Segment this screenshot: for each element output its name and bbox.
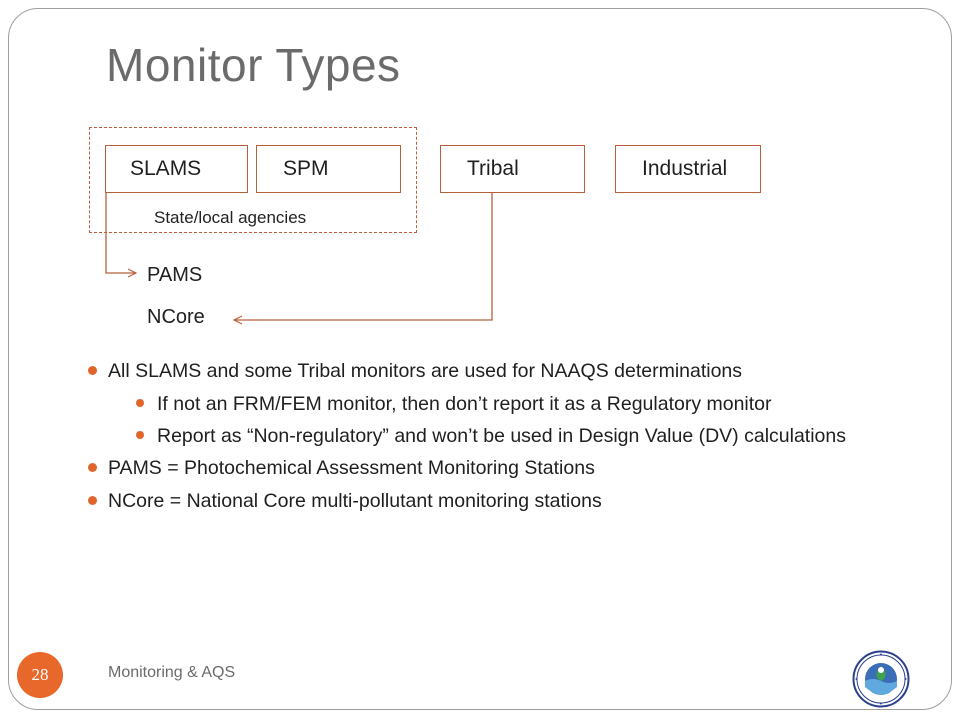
bullet-dot	[88, 496, 97, 505]
label-pams: PAMS	[147, 264, 203, 286]
slide-title: Monitor Types	[106, 39, 401, 91]
box-spm: SPM	[256, 145, 401, 193]
page-number-badge: 28	[17, 652, 63, 698]
footer-text: Monitoring & AQS	[108, 664, 236, 681]
bullet-dot	[136, 399, 144, 407]
bullet-dot	[88, 366, 97, 375]
bullet-item	[88, 488, 908, 514]
box-industrial: Industrial	[615, 145, 761, 193]
bullet-text: If not an FRM/FEM monitor, then don’t report it as a Regulatory monitor	[157, 393, 772, 415]
bullet-item	[88, 391, 908, 417]
group-label: State/local agencies	[154, 208, 307, 227]
box-slams: SLAMS	[105, 145, 248, 193]
tribal-to-ncore-arrow	[234, 193, 492, 320]
bullet-item	[88, 358, 908, 384]
bullet-item	[88, 423, 908, 449]
label-ncore: NCore	[147, 306, 205, 328]
bullet-dot	[88, 463, 97, 472]
bullet-text: PAMS = Photochemical Assessment Monitoring Stations	[108, 457, 595, 479]
bullet-text: All SLAMS and some Tribal monitors are used for NAAQS determinations	[108, 360, 743, 382]
bullet-text: Report as “Non-regulatory” and won’t be used in Design Value (DV) calculations	[157, 425, 846, 447]
box-tribal: Tribal	[440, 145, 585, 193]
bullet-item	[88, 455, 908, 481]
bullet-dot	[136, 431, 144, 439]
slams-to-pams-arrow	[106, 193, 136, 273]
bullet-list	[88, 358, 908, 521]
agency-seal-icon	[852, 650, 910, 708]
bullet-text: NCore = National Core multi-pollutant monitoring stations	[108, 490, 602, 512]
